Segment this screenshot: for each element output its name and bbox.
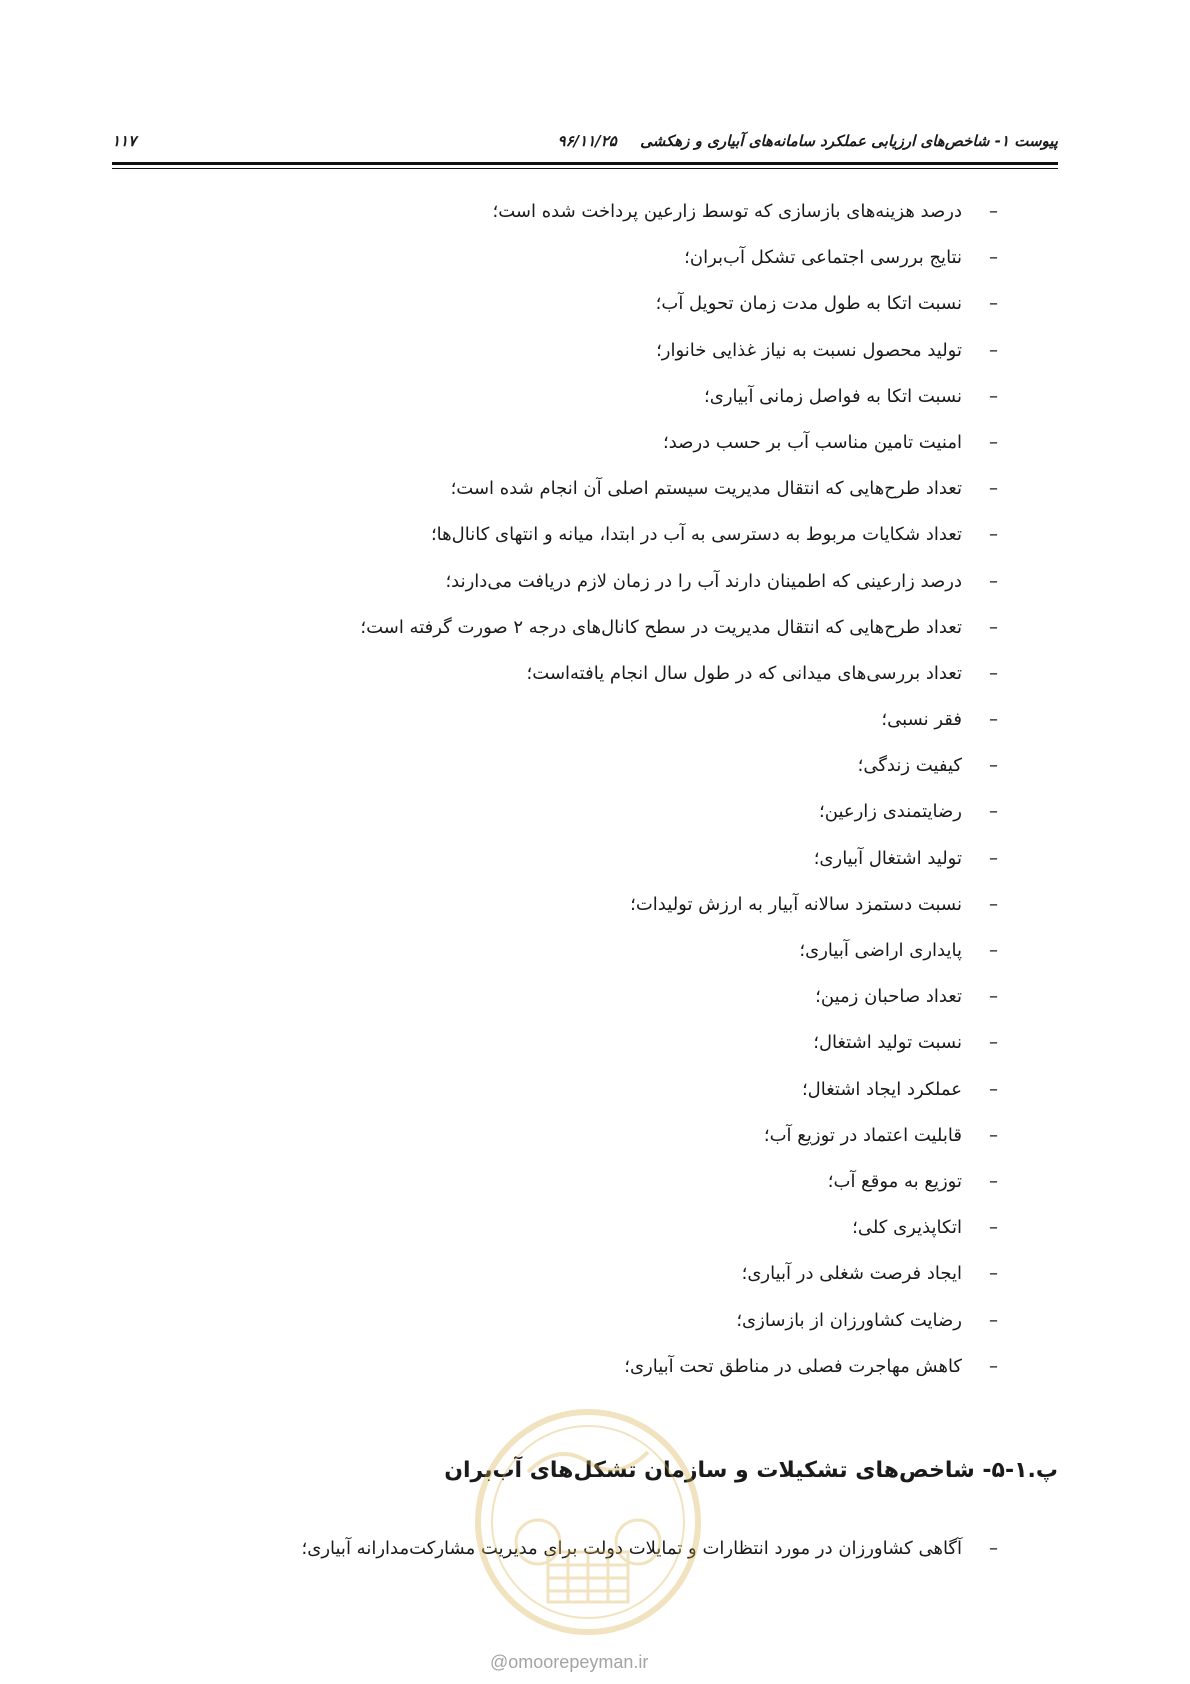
bullet-dash: – bbox=[989, 893, 998, 915]
list-item bbox=[98, 974, 998, 1020]
list-item bbox=[98, 605, 998, 651]
list-item bbox=[98, 882, 998, 928]
list-item bbox=[98, 1298, 998, 1344]
list-item-text: درصد هزینه‌های بازسازی که توسط زارعین پرداخت شده است؛ bbox=[492, 201, 962, 222]
bullet-dash: – bbox=[989, 1263, 998, 1285]
list-item bbox=[98, 928, 998, 974]
list-item-text: رضایت کشاورزان از بازسازی؛ bbox=[736, 1309, 962, 1331]
bullet-dash: – bbox=[989, 1217, 998, 1239]
list-item-text: نسبت تولید اشتغال؛ bbox=[813, 1032, 962, 1054]
list-item bbox=[98, 374, 998, 420]
list-item-text: ایجاد فرصت شغلی در آبیاری؛ bbox=[741, 1263, 962, 1285]
list-item bbox=[98, 697, 998, 743]
bullet-dash: – bbox=[989, 478, 998, 500]
list-item bbox=[98, 789, 998, 835]
bullet-dash: – bbox=[989, 1078, 998, 1100]
list-item-text: پایداری اراضی آبیاری؛ bbox=[799, 940, 962, 961]
list-item bbox=[98, 836, 998, 882]
bullet-dash: – bbox=[989, 1124, 998, 1146]
list-item-text: تولید اشتغال آبیاری؛ bbox=[813, 847, 962, 869]
indicator-list bbox=[98, 189, 998, 1390]
list-item bbox=[98, 189, 998, 235]
list-item-text: عملکرد ایجاد اشتغال؛ bbox=[801, 1078, 962, 1100]
list-item-text: توزیع به موقع آب؛ bbox=[827, 1170, 962, 1192]
watermark-at-icon: @ bbox=[490, 1652, 509, 1672]
list-item bbox=[98, 235, 998, 281]
bullet-dash: – bbox=[989, 755, 998, 777]
list-item-text: نسبت دستمزد سالانه آبیار به ارزش تولیدات؛ bbox=[630, 893, 962, 915]
list-item bbox=[98, 1205, 998, 1251]
bullet-dash: – bbox=[989, 385, 998, 407]
list-item bbox=[98, 1067, 998, 1113]
list-item-text: نتایج بررسی اجتماعی تشکل آب‌بران؛ bbox=[684, 247, 962, 269]
list-item bbox=[98, 1526, 998, 1572]
list-item-text: کاهش مهاجرت فصلی در مناطق تحت آبیاری؛ bbox=[624, 1355, 962, 1377]
header-rule-thick bbox=[112, 162, 1058, 165]
list-item bbox=[98, 1159, 998, 1205]
list-item bbox=[98, 281, 998, 327]
list-item bbox=[98, 1251, 998, 1297]
bullet-dash: – bbox=[989, 986, 998, 1008]
bullet-dash: – bbox=[989, 801, 998, 823]
bullet-dash: – bbox=[989, 1032, 998, 1054]
bullet-dash: – bbox=[989, 570, 998, 592]
bullet-dash: – bbox=[989, 247, 998, 269]
page-header bbox=[112, 128, 1058, 154]
list-item-text: امنیت تامین مناسب آب بر حسب درصد؛ bbox=[662, 431, 962, 453]
list-item bbox=[98, 1344, 998, 1390]
indicator-list-2 bbox=[98, 1526, 998, 1572]
list-item-text: تعداد طرح‌هایی که انتقال مدیریت در سطح کانال‌های درجه ۲ صورت گرفته است؛ bbox=[360, 616, 962, 638]
list-item-text: تعداد شکایات مربوط به دسترسی به آب در ابتدا، میانه و انتهای کانال‌ها؛ bbox=[430, 524, 962, 546]
page-number: ۱۱۷ bbox=[112, 132, 137, 150]
header-title-line bbox=[558, 132, 1058, 150]
watermark-text bbox=[490, 1652, 648, 1673]
bullet-dash: – bbox=[989, 616, 998, 638]
bullet-dash: – bbox=[989, 431, 998, 453]
list-item bbox=[98, 1020, 998, 1066]
list-item-text: اتکاپذیری کلی؛ bbox=[852, 1217, 962, 1239]
bullet-dash: – bbox=[989, 293, 998, 315]
list-item bbox=[98, 1113, 998, 1159]
bullet-dash: – bbox=[989, 201, 998, 222]
list-item bbox=[98, 743, 998, 789]
bullet-dash: – bbox=[989, 524, 998, 546]
bullet-dash: – bbox=[989, 339, 998, 361]
bullet-dash: – bbox=[989, 709, 998, 731]
header-date: ۹۶/۱۱/۲۵ bbox=[557, 132, 617, 150]
list-item-text: تولید محصول نسبت به نیاز غذایی خانوار؛ bbox=[656, 339, 962, 361]
bullet-dash: – bbox=[989, 1170, 998, 1192]
bullet-dash: – bbox=[989, 1309, 998, 1331]
list-item-text: نسبت اتکا به فواصل زمانی آبیاری؛ bbox=[704, 385, 962, 407]
bullet-dash: – bbox=[989, 1355, 998, 1377]
list-item-text: تعداد بررسی‌های میدانی که در طول سال انجام یافته‌است؛ bbox=[526, 662, 962, 684]
header-rule-thin bbox=[112, 168, 1058, 169]
header-title: پیوست ۱- شاخص‌های ارزیابی عملکرد سامانه‌های آبیاری و زهکشی bbox=[640, 132, 1058, 150]
list-item-text: رضایتمندی زارعین؛ bbox=[819, 801, 962, 823]
section-heading: پ.۱-۵- شاخص‌های تشکیلات و سازمان تشکل‌های آب‌بران bbox=[444, 1458, 1058, 1483]
watermark-url: omoorepeyman.ir bbox=[508, 1652, 649, 1672]
list-item-text: قابلیت اعتماد در توزیع آب؛ bbox=[763, 1124, 962, 1146]
list-item-text: تعداد صاحبان زمین؛ bbox=[815, 986, 962, 1008]
bullet-dash: – bbox=[989, 847, 998, 869]
list-item bbox=[98, 559, 998, 605]
list-item-text: آگاهی کشاورزان در مورد انتظارات و تمایلات دولت برای مدیریت مشارکت‌مدارانه آبیاری؛ bbox=[301, 1538, 962, 1559]
list-item-text: تعداد طرح‌هایی که انتقال مدیریت سیستم اصلی آن انجام شده است؛ bbox=[450, 478, 962, 500]
bullet-dash: – bbox=[989, 662, 998, 684]
list-item-text: فقر نسبی؛ bbox=[881, 709, 962, 731]
list-item bbox=[98, 466, 998, 512]
list-item bbox=[98, 651, 998, 697]
list-item bbox=[98, 328, 998, 374]
bullet-dash: – bbox=[989, 1538, 998, 1559]
list-item bbox=[98, 420, 998, 466]
list-item-text: کیفیت زندگی؛ bbox=[857, 755, 962, 777]
list-item-text: درصد زارعینی که اطمینان دارند آب را در زمان لازم دریافت می‌دارند؛ bbox=[445, 570, 962, 592]
list-item-text: نسبت اتکا به طول مدت زمان تحویل آب؛ bbox=[655, 293, 962, 315]
list-item bbox=[98, 512, 998, 558]
bullet-dash: – bbox=[989, 940, 998, 961]
watermark-logo bbox=[468, 1402, 708, 1642]
